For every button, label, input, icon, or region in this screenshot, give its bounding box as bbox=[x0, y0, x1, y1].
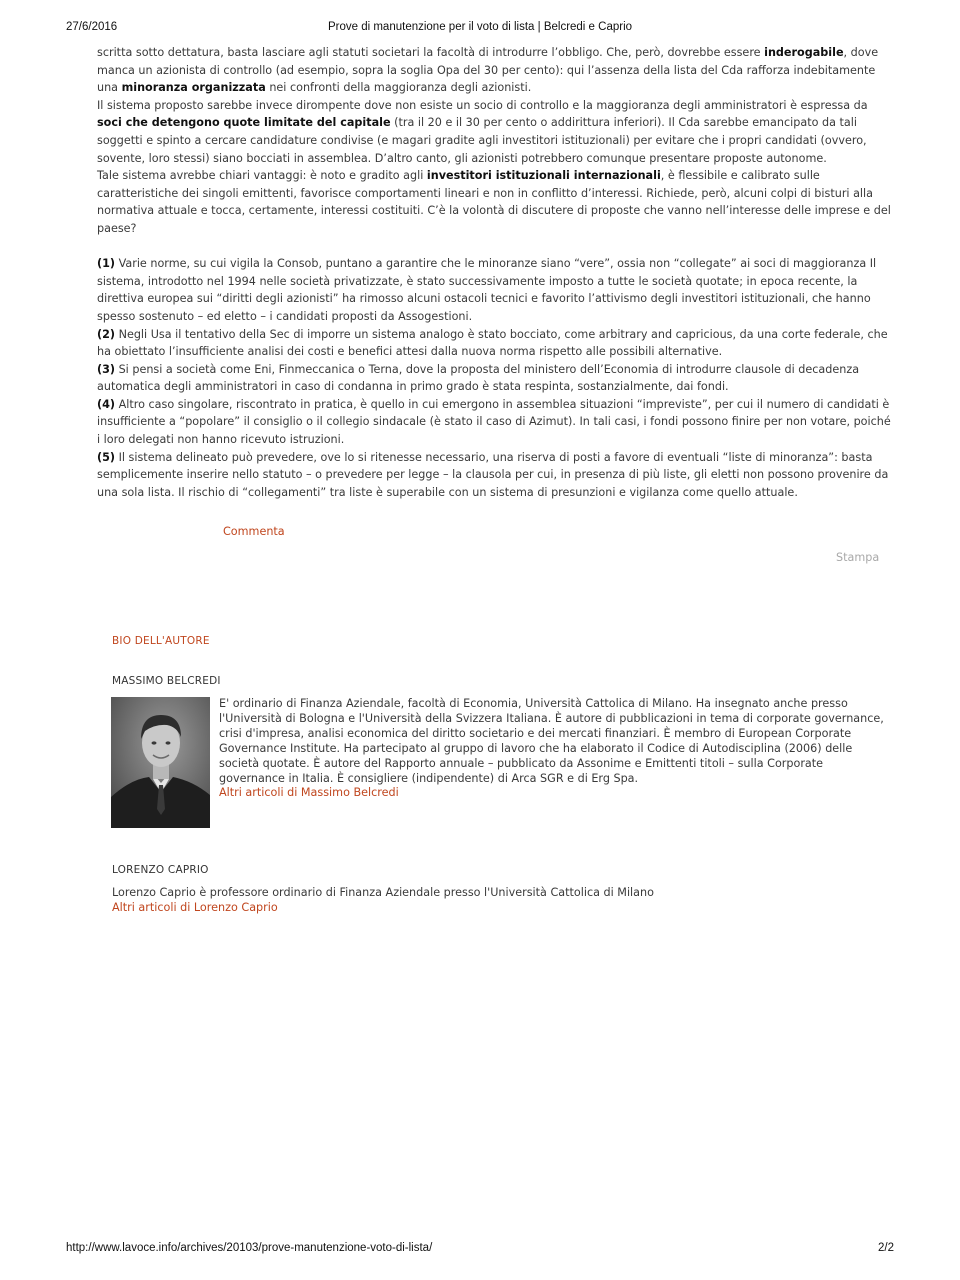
footnote-text: Varie norme, su cui vigila la Consob, puntano a garantire che le minoranze siano “vere”, ossia non “collegate” ai soci di maggioranza Il sistema, introdotto nel 1994 nelle società privatizzate, è stato successivamente imposto a tutte le società quotate; in epoca recente, la direttiva europea sui “diritti degli azionisti” ha rimosso alcuni ostacoli tecnici e favorito l’attivismo degli investitori istituzionali, che hanno spesso sostenuto – ed eletto – i candidati proposti da Assogestioni. bbox=[97, 257, 877, 323]
footnote-number: (3) bbox=[97, 362, 116, 376]
paragraph-text: scritta sotto dettatura, basta lasciare agli statuti societari la facoltà di introdurre l’obbligo. Che, però, dovrebbe essere bbox=[97, 46, 765, 59]
paragraph-text: , è flessibile e calibrato sulle caratteristiche dei singoli emittenti, favorisce comportamenti lineari e non in conflitto d’interessi. Richiede, però, alcuni colpi di bisturi alla normativa attuale e tocca, certamente, interessi costituiti. C’è la volontà di discutere di proposte che vanno nell’interesse delle imprese e del paese? bbox=[97, 169, 891, 235]
author-name-caprio: LORENZO CAPRIO bbox=[112, 864, 209, 876]
emphasis-text: investitori istituzionali internazionali bbox=[426, 169, 661, 183]
footnote bbox=[97, 326, 892, 361]
footnote-text: Negli Usa il tentativo della Sec di imporre un sistema analogo è stato bocciato, come arbitrary and capricious, da una corte federale, che ha obiettato l’insufficiente analisi dei costi e benefici attesi dalla nuova norma rispetto alle possibili alternative. bbox=[97, 327, 888, 359]
author-portrait-image bbox=[111, 697, 210, 828]
print-date: 27/6/2016 bbox=[66, 21, 118, 33]
author-photo bbox=[111, 697, 210, 828]
print-page-title: Prove di manutenzione per il voto di lista | Belcredi e Caprio bbox=[327, 21, 633, 33]
footnote bbox=[97, 396, 892, 449]
paragraph-text: (tra il 20 e il 30 per cento o addirittura inferiori). Il Cda sarebbe emancipato da tali soggetti e spinto a cercare candidature condivise (e magari gradite agli investitori istituzionali) per evitare che i propri candidati (ovvero, sovente, loro stessi) siano bocciati in assemblea. D’altro canto, gli azionisti potrebbero comunque presentare proposte autonome. bbox=[97, 116, 867, 165]
author-bio-belcredi bbox=[219, 697, 889, 801]
article-paragraph bbox=[97, 97, 892, 167]
author-bio-text: E' ordinario di Finanza Aziendale, facoltà di Economia, Università Cattolica di Milano. Ha insegnato anche presso l'Università di Bologna e l'Università della Svizzera Italiana. È autore di pubblicazioni in tema di corporate governance, crisi d'impresa, analisi economica del diritto societario e dei mercati finanziari. È membro di European Corporate Governance Institute. Ha partecipato al gruppo di lavoro che ha elaborato il Codice di Autodisciplina (2006) delle società quotate. È autore del Rapporto annuale – pubblicato da Assonime e Emittenti titoli – sulla Corporate governance in Italia. È consigliere (indipendente) di Arca SGR e di Erg Spa. bbox=[219, 697, 884, 785]
paragraph-text: Tale sistema avrebbe chiari vantaggi: è noto e gradito agli bbox=[97, 169, 427, 183]
page-number: 2/2 bbox=[878, 1242, 894, 1254]
footnote-number: (5) bbox=[97, 450, 116, 464]
footnote bbox=[97, 361, 892, 396]
author-bio-heading: BIO DELL'AUTORE bbox=[112, 635, 210, 647]
author-bio-text: Lorenzo Caprio è professore ordinario di Finanza Aziendale presso l'Università Cattolica di Milano bbox=[112, 886, 654, 899]
print-header bbox=[66, 21, 894, 37]
emphasis-text: inderogabile bbox=[764, 46, 844, 59]
footnote-text: Altro caso singolare, riscontrato in pratica, è quello in cui emergono in assemblea situazioni “impreviste”, per cui il numero di candidati è insufficiente a “popolare” il consiglio o il collegio sindacale (è stato il caso di Azimut). In tali casi, i fondi possono finire per non votare, poiché i loro delegati non hanno ricevuto istruzioni. bbox=[97, 397, 891, 447]
footnote-number: (1) bbox=[97, 257, 116, 271]
article-paragraph bbox=[97, 44, 892, 97]
more-articles-caprio-link[interactable]: Altri articoli di Lorenzo Caprio bbox=[112, 901, 278, 914]
emphasis-text: soci che detengono quote limitate del capitale bbox=[97, 116, 391, 130]
author-bio-caprio bbox=[112, 885, 892, 915]
emphasis-text: minoranza organizzata bbox=[121, 81, 266, 95]
page-url: http://www.lavoce.info/archives/20103/prove-manutenzione-voto-di-lista/ bbox=[66, 1242, 433, 1254]
paragraph-text: nei confronti della maggioranza degli azionisti. bbox=[265, 81, 532, 95]
footnote-text: Il sistema delineato può prevedere, ove lo si ritenesse necessario, una riserva di posti a favore di eventuali “liste di minoranza”: basta semplicemente inserire nello statuto – o prevedere per legge – la clausola per cui, in presenza di più liste, gli eletti non possono provenire da una sola lista. Il rischio di “collegamenti” tra liste è superabile con un sistema di presunzioni e vigilanza come quello attuale. bbox=[97, 450, 889, 499]
footnote-number: (4) bbox=[97, 397, 116, 411]
print-link[interactable]: Stampa bbox=[836, 551, 880, 564]
comment-link[interactable]: Commenta bbox=[223, 525, 285, 538]
paragraph-text: Il sistema proposto sarebbe invece dirompente dove non esiste un socio di controllo e la maggioranza degli amministratori è espressa da bbox=[97, 98, 868, 112]
article-body bbox=[97, 44, 892, 501]
paragraph-text: , dove manca un azionista di controllo (ad esempio, sopra la soglia Opa del 30 per cento): qui l’assenza della lista del Cda rafforza indebitamente una bbox=[97, 46, 879, 95]
footnote bbox=[97, 449, 892, 502]
more-articles-belcredi-link[interactable]: Altri articoli di Massimo Belcredi bbox=[219, 786, 399, 800]
article-paragraph bbox=[97, 167, 892, 237]
footnote-number: (2) bbox=[97, 327, 116, 341]
footnote-text: Si pensi a società come Eni, Finmeccanica o Terna, dove la proposta del ministero dell’Economia di introdurre clausole di decadenza automatica degli amministratori in caso di condanna in primo grado è stata respinta, sostanzialmente, dai fondi. bbox=[97, 362, 860, 394]
footnote bbox=[97, 255, 892, 325]
author-name-belcredi: MASSIMO BELCREDI bbox=[112, 675, 221, 687]
print-footer bbox=[66, 1242, 894, 1258]
